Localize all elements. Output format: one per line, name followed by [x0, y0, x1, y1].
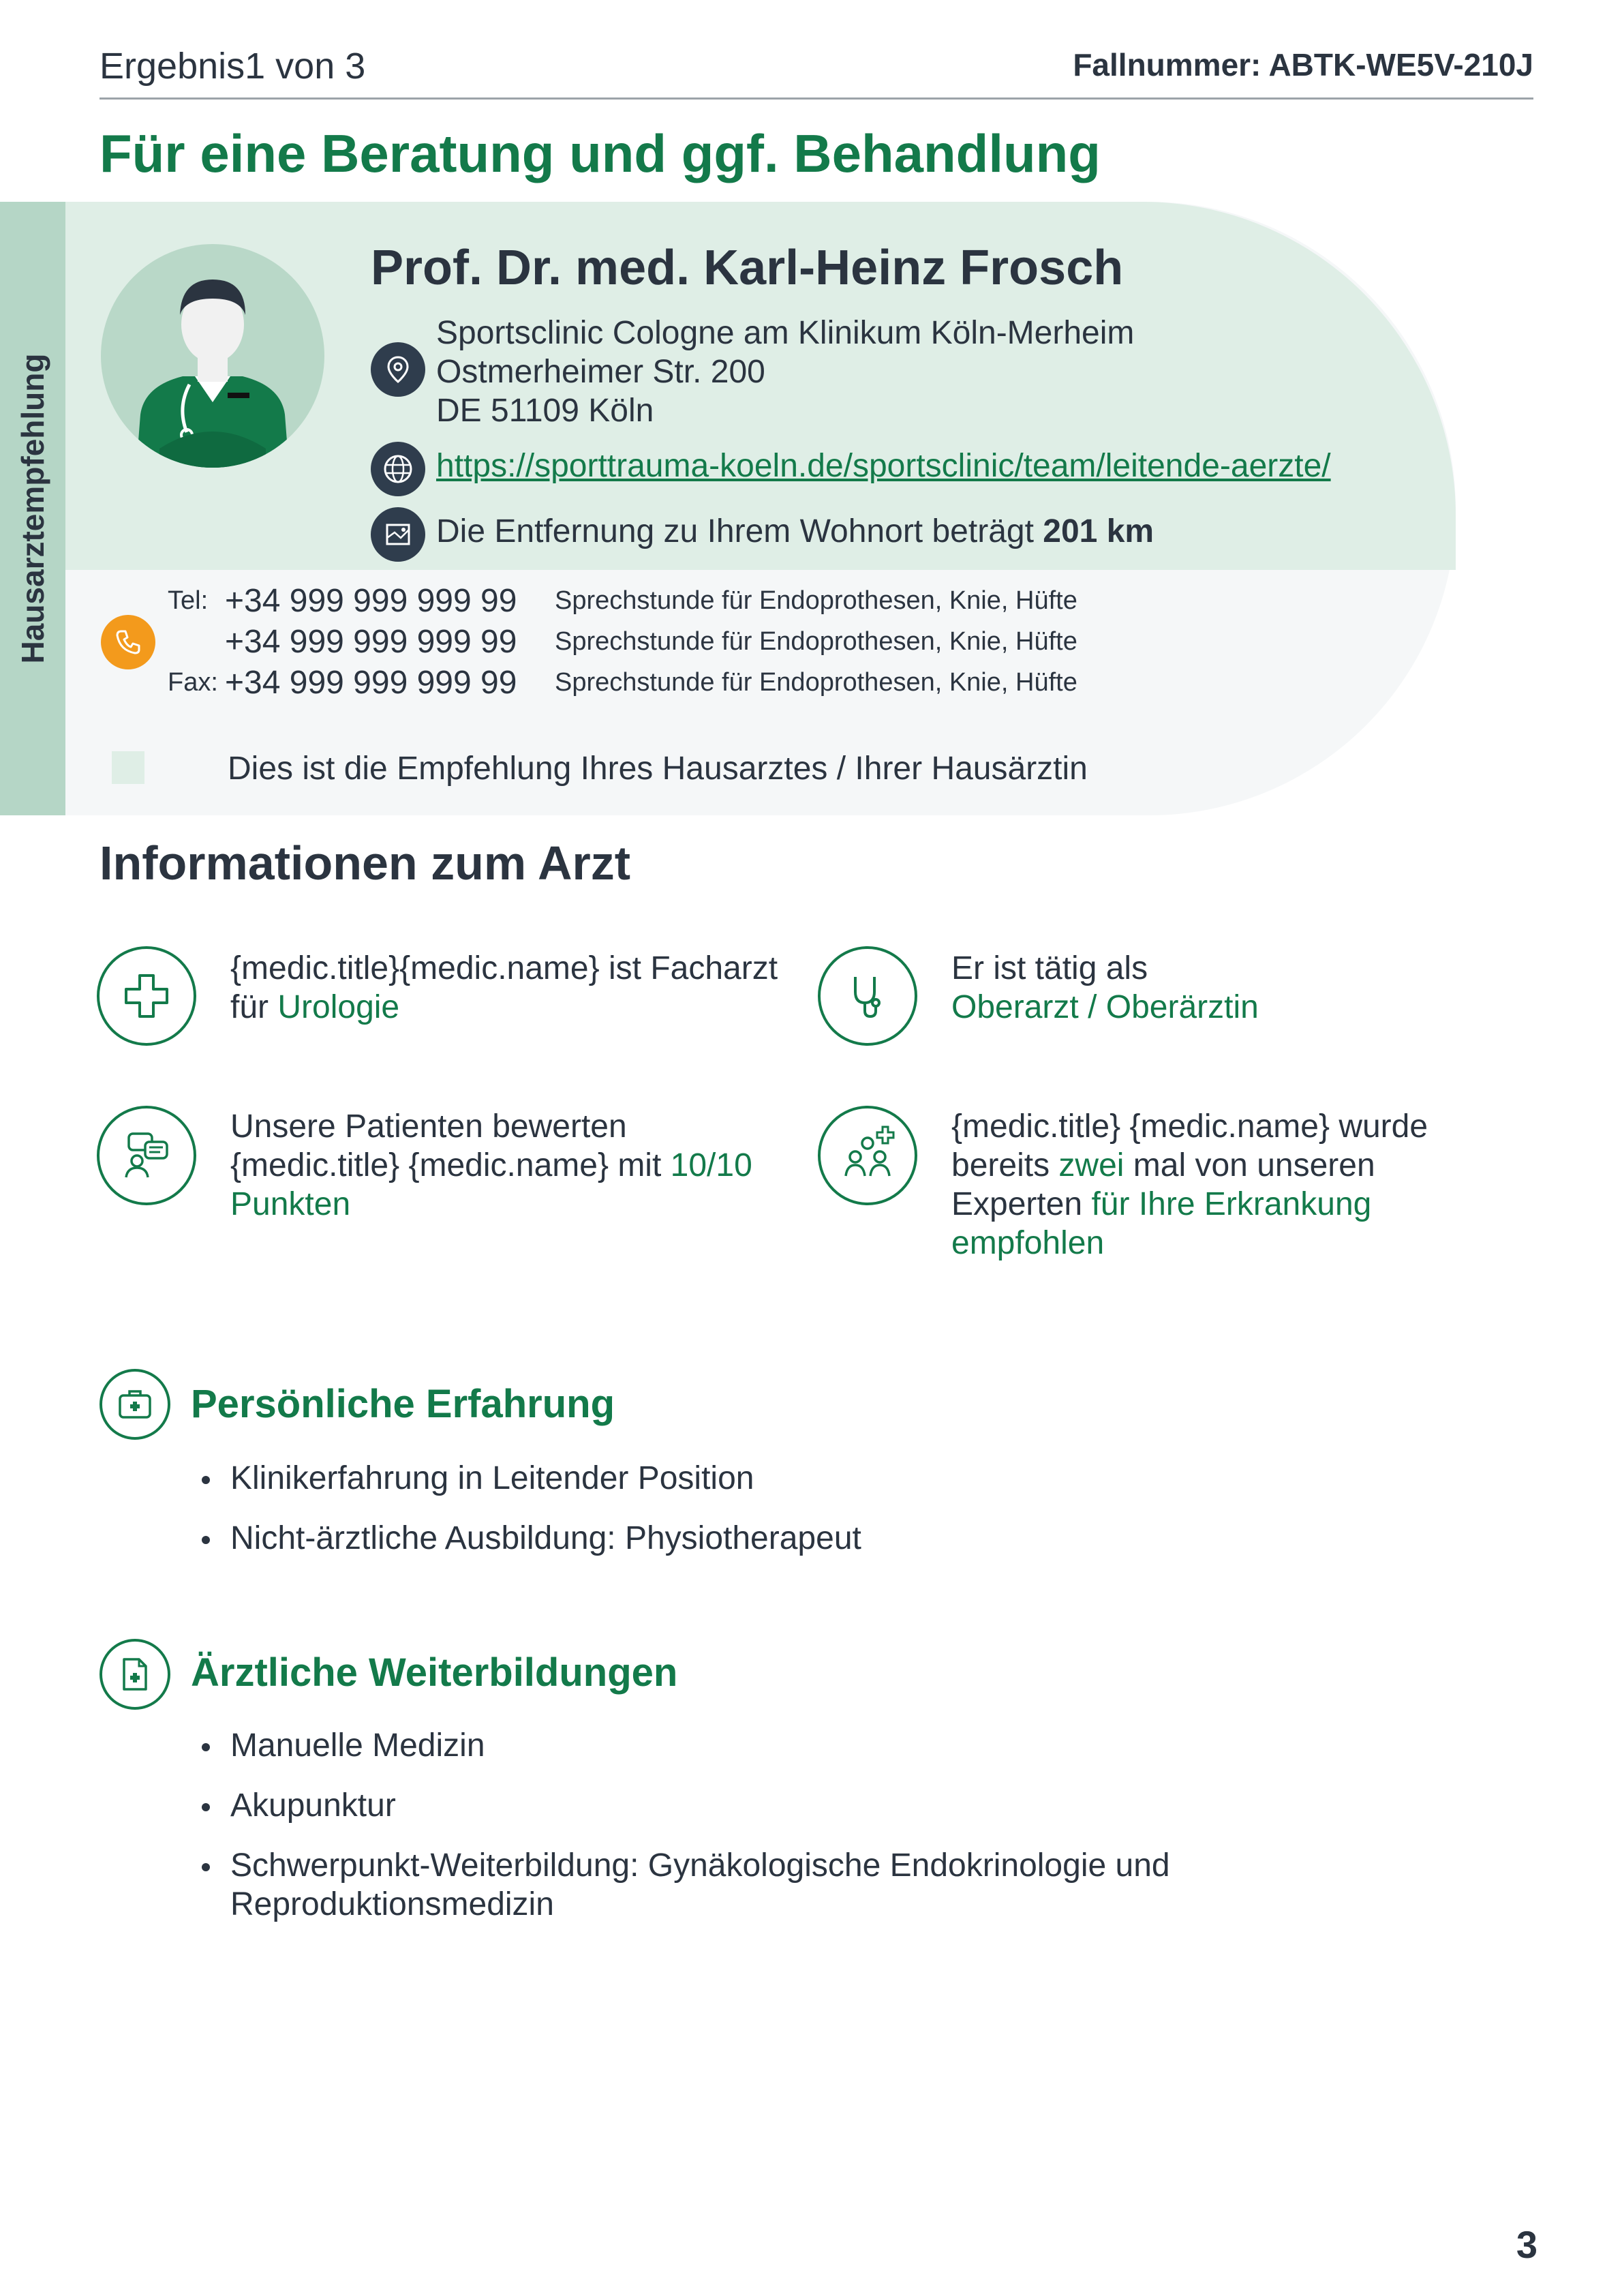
doctor-website-link[interactable]: https://sporttrauma-koeln.de/sportsclinic/team/leitende-aerzte/ — [436, 448, 1331, 484]
recommendation-text: Dies ist die Empfehlung Ihres Hausarztes / Ihrer Hausärztin — [228, 751, 1088, 787]
address-line-2: Ostmerheimer Str. 200 — [436, 354, 765, 390]
experience-item: Nicht-ärztliche Ausbildung: Physiotherapeut — [230, 1519, 1457, 1558]
contact-number-3[interactable]: +34 999 999 999 99 — [225, 665, 517, 701]
info-specialist-prefix: {medic.title}{medic.name} ist Facharzt für — [230, 950, 778, 1025]
recommendation-checkbox[interactable] — [112, 751, 144, 784]
medical-cross-icon — [97, 946, 196, 1046]
info-recommended-part2: mal von unseren Experten — [951, 1147, 1375, 1222]
training-title: Ärztliche Weiterbildungen — [191, 1650, 678, 1695]
training-list — [230, 1726, 1253, 1945]
contact-number-1[interactable]: +34 999 999 999 99 — [225, 583, 517, 619]
info-recommended — [951, 1107, 1469, 1263]
training-item: Schwerpunkt-Weiterbildung: Gynäkologische Endokrinologie und Reproduktionsmedizin — [230, 1846, 1253, 1924]
info-rating — [230, 1107, 803, 1224]
medical-kit-icon — [100, 1369, 170, 1440]
info-specialist — [230, 949, 803, 1027]
map-distance-icon — [371, 507, 425, 562]
info-role — [951, 949, 1442, 1027]
contact-label-fax: Fax: — [168, 668, 218, 697]
stethoscope-icon — [818, 946, 917, 1046]
info-recommended-part1: {medic.title} {medic.name} wurde bereits — [951, 1108, 1428, 1183]
info-rating-prefix: Unsere Patienten bewerten {medic.title} {medic.name} mit — [230, 1108, 662, 1183]
contact-label-tel: Tel: — [168, 586, 209, 615]
distance-prefix: Die Entfernung zu Ihrem Wohnort beträgt — [436, 513, 1034, 549]
side-tab-label: Hausarztempfehlung — [15, 353, 50, 664]
page-title: Für eine Beratung und ggf. Behandlung — [100, 123, 1101, 183]
header-divider — [100, 97, 1533, 100]
training-item: Akupunktur — [230, 1786, 1253, 1825]
address-line-3: DE 51109 Köln — [436, 393, 654, 429]
phone-icon — [101, 615, 155, 669]
doctor-name: Prof. Dr. med. Karl-Heinz Frosch — [371, 241, 1124, 295]
info-rating-value: 10/10 Punkten — [230, 1147, 752, 1222]
page-number: 3 — [1516, 2223, 1537, 2266]
contact-desc-2: Sprechstunde für Endoprothesen, Knie, Hüfte — [555, 627, 1077, 656]
doctor-address — [436, 314, 1134, 430]
contact-desc-3: Sprechstunde für Endoprothesen, Knie, Hüfte — [555, 668, 1077, 697]
address-line-1: Sportsclinic Cologne am Klinikum Köln-Merheim — [436, 315, 1135, 351]
info-recommended-part3: für Ihre Erkrankung empfohlen — [951, 1186, 1372, 1261]
result-counter: Ergebnis1 von 3 — [100, 46, 366, 87]
experts-group-icon — [818, 1106, 917, 1205]
case-number: Fallnummer: ABTK-WE5V-210J — [1073, 47, 1533, 82]
doctor-avatar — [101, 244, 324, 468]
info-role-value: Oberarzt / Oberärztin — [951, 989, 1259, 1025]
location-pin-icon — [371, 342, 425, 397]
experience-title: Persönliche Erfahrung — [191, 1382, 615, 1426]
info-role-prefix: Er ist tätig als — [951, 950, 1148, 986]
medical-document-icon — [100, 1639, 170, 1710]
contact-number-2[interactable]: +34 999 999 999 99 — [225, 624, 517, 660]
info-specialist-value: Urologie — [277, 989, 400, 1025]
distance-value: 201 km — [1043, 513, 1154, 549]
patient-rating-icon — [97, 1106, 196, 1205]
training-item: Manuelle Medizin — [230, 1726, 1253, 1765]
experience-item: Klinikerfahrung in Leitender Position — [230, 1459, 1457, 1498]
info-section-title: Informationen zum Arzt — [100, 836, 631, 890]
contact-desc-1: Sprechstunde für Endoprothesen, Knie, Hüfte — [555, 586, 1077, 615]
info-recommended-count: zwei — [1058, 1147, 1124, 1183]
distance-info — [436, 513, 1154, 550]
experience-list — [230, 1459, 1457, 1579]
globe-icon — [371, 442, 425, 496]
